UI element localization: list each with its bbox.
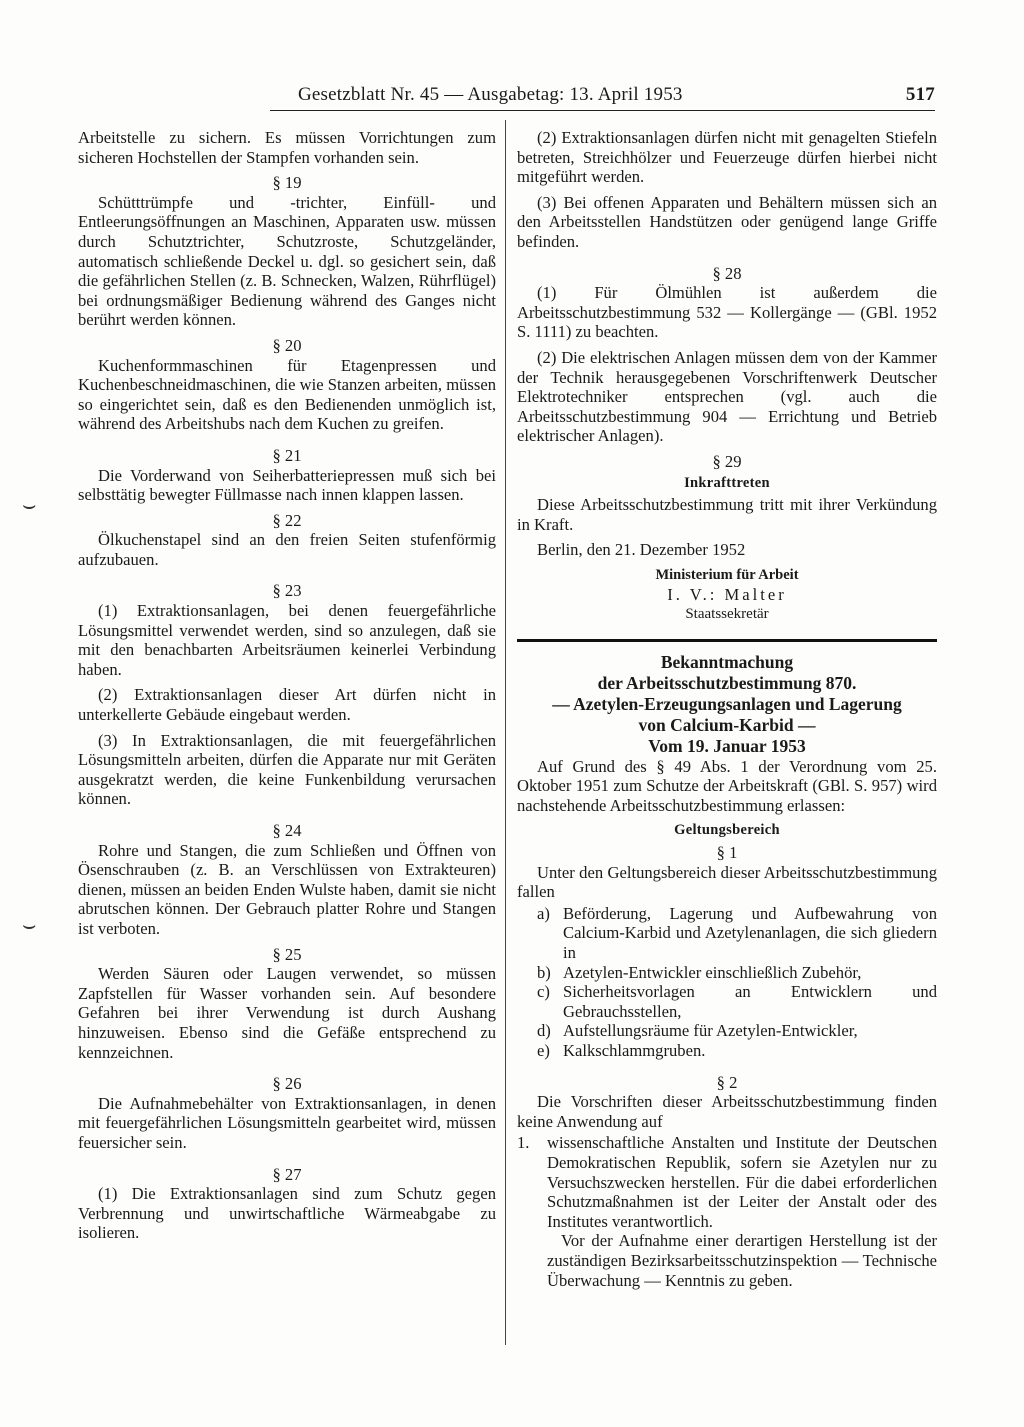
paragraph: Auf Grund des § 49 Abs. 1 der Verordnung vom 25. Oktober 1951 zum Schutze der Arbeitskraft (GBl. S. 957) wird nachstehende Arbeitsschutzbestimmung erlassen: [517,756,937,815]
place-date: Berlin, den 21. Dezember 1952 [537,540,746,560]
announcement-title [517,652,937,757]
section-heading: § 29 [712,451,742,471]
column-divider [505,120,506,1345]
announcement-line: von Calcium-Karbid — [638,714,816,735]
paragraph: (2) Die elektrischen Anlagen müssen dem von der Kammer der Technik herausgegebenen Vorschriftenwerk Deutscher Elektrotechniker entsprechen (vgl. auch die Arbeitsschutzbestimmung 904 — Errichtung und Betrieb elektrischer Anlagen). [517,347,937,446]
paragraph: Werden Säuren oder Laugen verwendet, so müssen Zapfstellen für Wasser vorhanden sein. Auf besondere Gefahren bei ihrer Verwendung ist durch Aushang hinzuweisen. Ebenso sind die Gefäße entsprechend zu kennzeichnen. [78,964,496,1062]
section-separator [517,639,937,642]
paragraph: Schütttrümpfe und -trichter, Einfüll- und Entleerungsöffnungen an Maschinen, Apparaten usw. müssen durch Schutztrichter, Schutzroste, Schutzgeländer, automatisch schließende Deckel u. dgl. so gesichert sein, daß die gefährlichen Stellen (z. B. Schnecken, Walzen, Rührflügel) bei ordnungsmäßiger Bedienung während des Ganges nicht berührt werden können. [78,192,496,330]
list-item: d) Aufstellungsräume für Azetylen-Entwickler, [537,1021,858,1041]
section-heading: § 20 [272,335,302,355]
section-heading: § 23 [272,581,302,601]
margin-tick: ⌣ [22,912,37,937]
paragraph: (2) Extraktionsanlagen dürfen nicht mit genagelten Stiefeln betreten, Streichhölzer und Feuerzeuge dürfen hierbei nicht mitgeführt werden. [517,128,937,187]
page-header [270,82,935,112]
section-title: Inkrafttreten [684,474,770,491]
paragraph: Ölkuchenstapel sind an den freien Seiten stufenförmig aufzubauen. [78,530,496,569]
announcement-line: der Arbeitsschutzbestimmung 870. [597,672,857,693]
section-heading: § 28 [712,263,742,283]
section-heading: § 27 [272,1164,302,1184]
list-item: c) Sicherheitsvorlagen an Entwicklern und Gebrauchsstellen, [537,982,937,1021]
paragraph: Die Vorschriften dieser Arbeitsschutzbestimmung finden keine Anwendung auf [517,1092,937,1131]
paragraph: (1) Die Extraktionsanlagen sind zum Schutz gegen Verbrennung und unwirtschaftliche Wärmeabgabe zu isolieren. [78,1184,496,1243]
paragraph: Die Aufnahmebehälter von Extraktionsanlagen, in denen mit feuergefährlichen Lösungsmitteln gearbeitet wird, müssen feuersicher sein. [78,1093,496,1152]
section-heading: § 25 [272,944,302,964]
running-title: Gesetzblatt Nr. 45 — Ausgabetag: 13. April 1953 [298,84,683,105]
announcement-line: — Azetylen-Erzeugungsanlagen und Lagerung [552,693,902,714]
section-heading: § 1 [716,843,738,863]
paragraph: Die Vorderwand von Seiherbatteriepressen muß sich bei selbsttätig bewegter Füllmasse nach innen klappen lassen. [78,465,496,505]
paragraph: (1) Extraktionsanlagen, bei denen feuergefährliche Lösungsmittel verwendet werden, sind so anzulegen, daß sie mit den benachbarten Arbeitsräumen keinerlei Verbindung haben. [78,601,496,679]
right-column [517,128,937,1296]
paragraph: Arbeitstelle zu sichern. Es müssen Vorrichtungen zum sicheren Hochstellen der Stampfen vorhanden sein. [78,128,496,167]
left-column [78,128,496,1249]
paragraph: Kuchenformmaschinen für Etagenpressen und Kuchenbeschneidmaschinen, die wie Stanzen arbeiten, müssen so eingerichtet sein, daß es den Bedienenden unmöglich ist, während des Arbeitshubs nach dem Kuchen zu greifen. [78,355,496,434]
paragraph: Unter den Geltungsbereich dieser Arbeitsschutzbestimmung fallen [517,862,937,902]
paragraph: (3) Bei offenen Apparaten und Behältern müssen sich an den Arbeitsstellen Handstützen oder genügend lange Griffe befinden. [517,192,937,251]
section-heading: § 24 [272,821,302,840]
margin-tick: ⌣ [22,492,37,517]
signer-name: I. V.: Malter [667,585,787,605]
paragraph: (2) Extraktionsanlagen dieser Art dürfen nicht in unterkellerte Gebäude eingebaut werden. [78,685,496,725]
section-heading: § 26 [272,1074,302,1094]
list-item-text: wissenschaftliche Anstalten und Institute der Deutschen Demokratischen Republik, sofern sie Azetylen nur zu Versuchszwecken herstellen. Für die dabei erforderlichen Schutzmaßnahmen ist der Leiter der Anstalt oder des Institutes verantwortlich. [547,1133,937,1231]
exemption-list [517,1133,937,1290]
list-item-text: Vor der Aufnahme einer derartigen Herstellung ist der zuständigen Bezirksarbeitsschutzinspektion — Technische Überwachung — Kenntnis zu geben. [547,1231,937,1290]
page-number: 517 [905,84,935,105]
signer-title: Staatssekretär [685,606,769,623]
section-heading: § 19 [272,173,302,193]
ministry-name: Ministerium für Arbeit [655,566,799,583]
section-title: Geltungsbereich [674,822,780,839]
list-item: 1. wissenschaftliche Anstalten und Institute der Deutschen Demokratischen Republik, sofern sie Azetylen nur zu Versuchszwecken herstellen. Für die dabei erforderlichen Schutzmaßnahmen ist der Leiter der Anstalt oder des Institutes verantwortlich. Vor der Aufnahme einer derartigen Herstellung ist der zuständigen Bezirksarbeitsschutzinspektion — Technische Überwachung — Kenntnis zu geben. [517,1133,937,1290]
paragraph: (3) In Extraktionsanlagen, die mit feuergefährlichen Lösungsmitteln arbeiten, dürfen die Apparate nur mit Geräten ausgekratzt werden, die keine Funkenbildung verursachen können. [78,730,496,809]
announcement-date: Vom 19. Januar 1953 [648,735,806,756]
section-heading: § 21 [272,445,302,465]
list-item: a) Beförderung, Lagerung und Aufbewahrung von Calcium-Karbid und Azetylenanlagen, die sich gliedern in [537,903,937,962]
paragraph: Rohre und Stangen, die zum Schließen und Öffnen von Ösenschrauben (z. B. an Verschlüssen von Extrakteuren) dienen, müssen an beiden Enden Wulste haben, damit sie nicht abrutschen können. Der Gebrauch platter Rohre und Stangen ist verboten. [78,840,496,938]
paragraph: Diese Arbeitsschutzbestimmung tritt mit ihrer Verkündung in Kraft. [517,495,937,534]
announcement-line: Bekanntmachung [660,651,794,672]
list-item: b) Azetylen-Entwickler einschließlich Zubehör, [537,962,862,982]
section-heading: § 22 [272,510,302,530]
paragraph: (1) Für Ölmühlen ist außerdem die Arbeitsschutzbestimmung 532 — Kollergänge — (GBl. 1952 S. 1111) zu beachten. [517,283,937,342]
section-heading: § 2 [716,1072,738,1092]
list-item: e) Kalkschlammgruben. [537,1040,706,1060]
header-rule [270,110,935,111]
scope-list [517,904,937,1061]
